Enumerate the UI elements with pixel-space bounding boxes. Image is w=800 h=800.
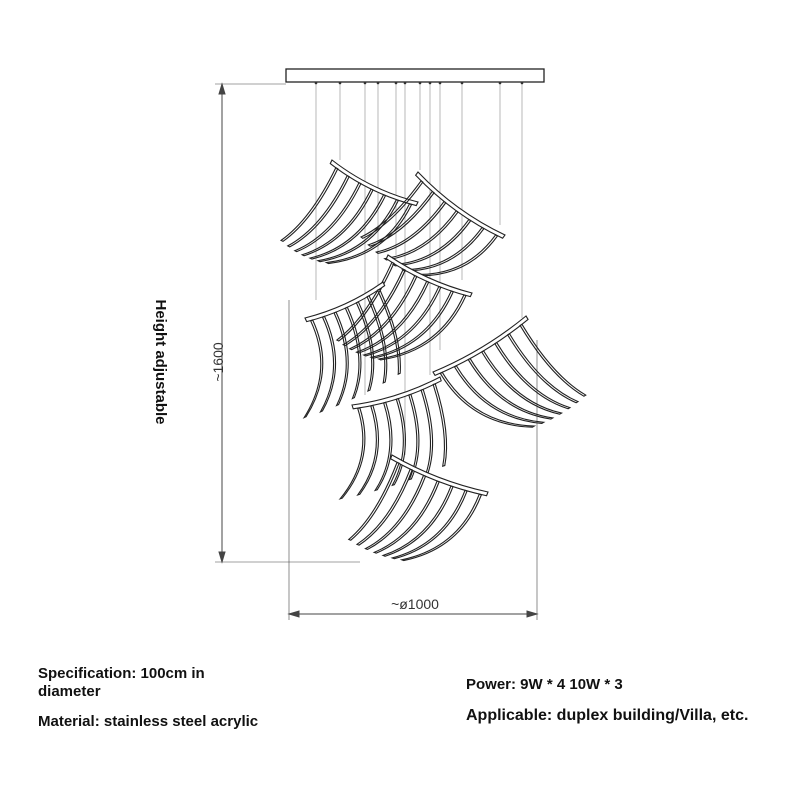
fan-rod: [310, 195, 386, 259]
fan-rod: [421, 389, 433, 473]
fan-rod: [385, 211, 458, 260]
fan-rod: [378, 289, 401, 374]
ceiling-canopy: [286, 69, 544, 82]
spec-material: Material: stainless steel acrylic: [38, 713, 259, 730]
fan-rod: [402, 494, 482, 561]
fan-rod: [376, 201, 446, 253]
fan-rod: [454, 366, 543, 424]
fan-bar: [391, 455, 488, 496]
spec-applicable: Applicable: duplex building/Villa, etc.: [466, 707, 749, 724]
fan-rod: [340, 408, 365, 499]
fan-rod: [334, 312, 348, 405]
fan-cluster-group: [281, 160, 586, 561]
fan-rod: [302, 189, 373, 256]
width-dimension-label: ~ø1000: [391, 596, 439, 612]
fan-rod: [440, 372, 534, 427]
spec-specification: Specification: 100cm in diameter: [38, 665, 205, 700]
fan-rod: [520, 324, 586, 396]
fan-rod: [433, 384, 446, 466]
height-dimension-label: ~1600: [210, 342, 226, 382]
height-adjustable-label: Height adjustable: [152, 299, 169, 425]
fan-rod: [482, 351, 562, 414]
fan-bar: [416, 172, 505, 238]
fan-rod: [375, 402, 392, 490]
fan-rod: [413, 235, 498, 276]
fan-rod: [392, 399, 405, 486]
spec-power: Power: 9W * 4 10W * 3: [466, 676, 623, 693]
fan-rod: [468, 359, 553, 420]
fan-rod: [304, 320, 323, 418]
